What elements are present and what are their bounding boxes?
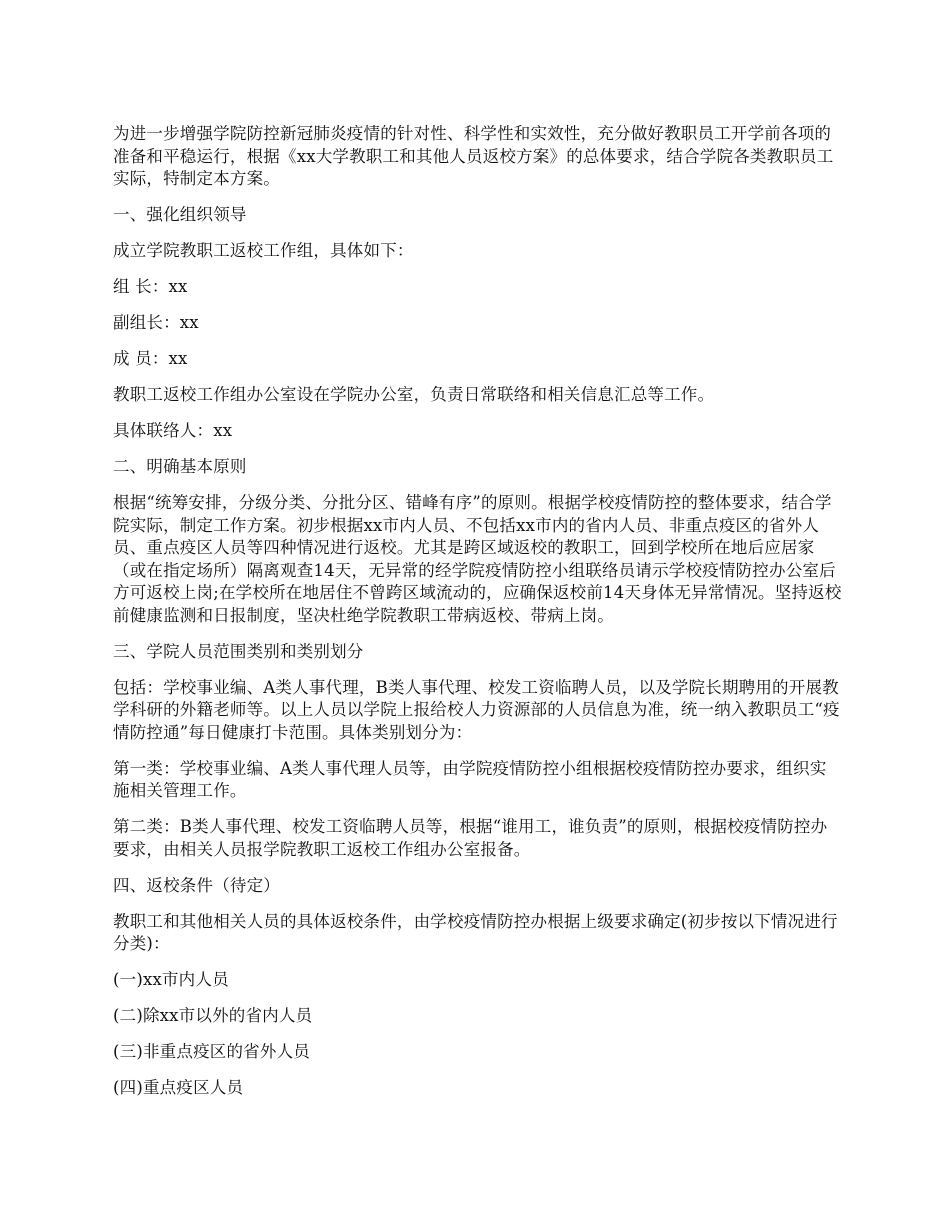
paragraph: 教职工返校工作组办公室设在学院办公室，负责日常联络和相关信息汇总等工作。 xyxy=(113,385,715,404)
conditions-paragraph: 教职工和其他相关人员的具体返校条件，由学校疫情防控办根据上级要求确定(初步按以下情况进行分类)： xyxy=(113,911,838,953)
section-heading-3: 三、学院人员范围类别和类别划分 xyxy=(113,641,364,661)
category-one-paragraph: 第一类：学校事业编、A类人事代理人员等，由学院疫情防控小组根据校疫情防控办要求，组织实施相关管理工作。 xyxy=(113,758,827,800)
list-item: (二)除xx市以外的省内人员 xyxy=(113,1006,313,1025)
section-heading-2: 二、明确基本原则 xyxy=(113,457,247,476)
document-body xyxy=(113,123,843,1113)
paragraph: 成立学院教职工返校工作组，具体如下： xyxy=(113,241,414,260)
deputy-leader-line: 副组长：xx xyxy=(113,313,199,332)
section-heading-1: 一、强化组织领导 xyxy=(113,205,247,224)
principles-paragraph: 根据“统筹安排，分级分类、分批分区、错峰有序”的原则。根据学校疫情防控的整体要求，结合学院实际，制定工作方案。初步根据xx市内人员、不包括xx市内的省内人员、非重点疫区的省外人员、重点疫区人员等四种情况进行返校。尤其是跨区域返校的教职工，回到学校所在地后应居家（或在指定场所）隔离观查14天，无异常的经学院疫情防控小组联络员请示学校疫情防控办公室后方可返校上岗;在学校所在地居住不曾跨区域流动的，应确保返校前14天身体无异常情况。坚持返校前健康监测和日报制度，坚决杜绝学院教职工带病返校、带病上岗。 xyxy=(113,493,842,625)
leader-line: 组 长：xx xyxy=(113,277,188,296)
list-item: (三)非重点疫区的省外人员 xyxy=(113,1042,310,1061)
members-line: 成 员：xx xyxy=(113,349,188,368)
list-item: (一)xx市内人员 xyxy=(113,970,229,989)
contact-line: 具体联络人：xx xyxy=(113,421,233,440)
section-heading-4: 四、返校条件（待定） xyxy=(113,875,280,895)
category-two-paragraph: 第二类：B类人事代理、校发工资临聘人员等，根据“谁用工，谁负责”的原则，根据校疫情防控办要求，由相关人员报学院教职工返校工作组办公室报备。 xyxy=(113,817,828,859)
intro-paragraph: 为进一步增强学院防控新冠肺炎疫情的针对性、科学性和实效性，充分做好教职员工开学前各项的准备和平稳运行，根据《xx大学教职工和其他人员返校方案》的总体要求，结合学院各类教职员工实际，特制定本方案。 xyxy=(113,124,834,188)
list-item: (四)重点疫区人员 xyxy=(113,1078,244,1097)
scope-paragraph: 包括：学校事业编、A类人事代理，B类人事代理、校发工资临聘人员，以及学院长期聘用的开展教学科研的外籍老师等。以上人员以学院上报给校人力资源部的人员信息为准，统一纳入教职员工“疫情防控通”每日健康打卡范围。具体类别划分为： xyxy=(113,677,840,742)
